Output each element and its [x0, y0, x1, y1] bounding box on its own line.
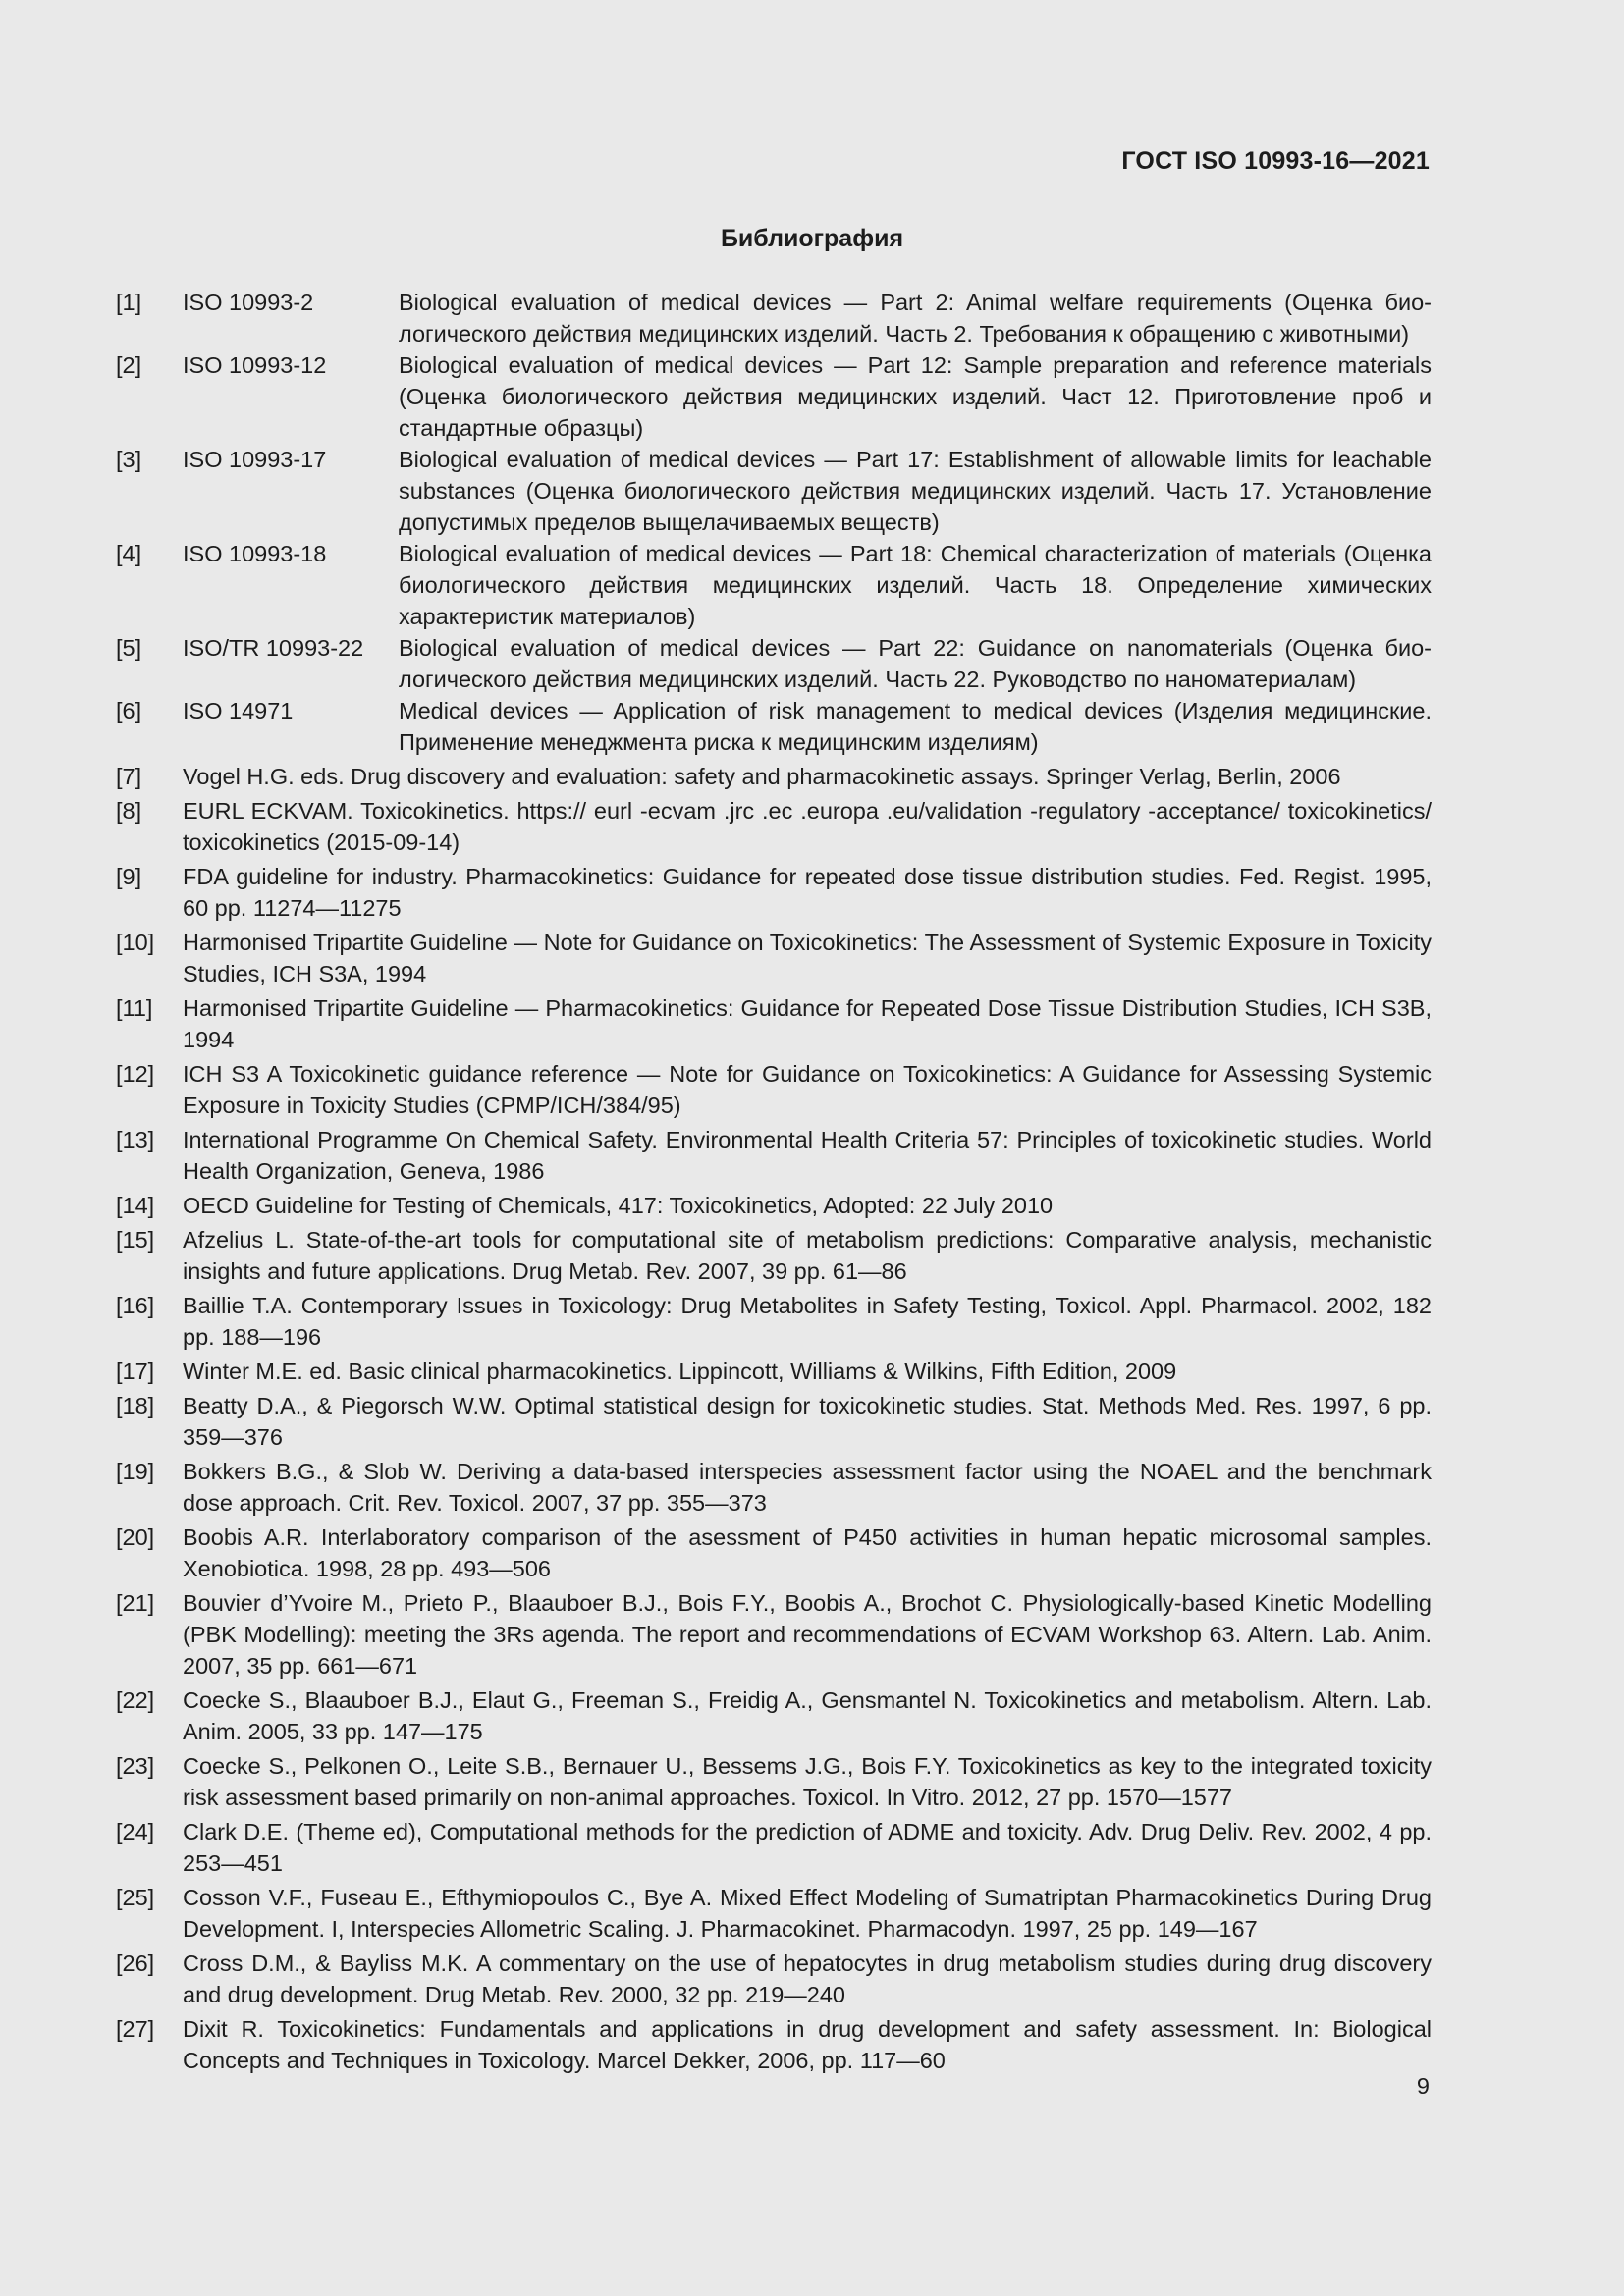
- entry-text: Dixit R. Toxicokinetics: Fundamentals and applications in drug development and safety assessment. In: Biological Concepts and Techniques in Toxicology. Marcel Dekker, 2006, pp. 117—60: [183, 2016, 1432, 2073]
- entry-number: [3]: [116, 447, 142, 472]
- reference-entry: [116, 1224, 1432, 1287]
- entry-number: [18]: [116, 1393, 155, 1418]
- document-header: ГОСТ ISO 10993-16—2021: [1121, 147, 1430, 175]
- entry-number: [10]: [116, 930, 155, 955]
- entry-number: [20]: [116, 1524, 155, 1550]
- entry-text: Winter M.E. ed. Basic clinical pharmacokinetics. Lippincott, Williams & Wilkins, Fifth Edition, 2009: [183, 1359, 1177, 1384]
- standard-entry: [116, 538, 1432, 632]
- entry-text: ICH S3 A Toxicokinetic guidance reference — Note for Guidance on Toxicokinetics: A Guidance for Assessing Systemic Exposure in Toxicity Studies (CPMP/ICH/384/95): [183, 1061, 1432, 1118]
- reference-entry: [116, 2013, 1432, 2076]
- entry-text: Medical devices — Application of risk management to medical devices (Изделия медицинские. Применение менеджмента риска к медицинским изделиям): [399, 698, 1432, 755]
- entry-text: Bouvier d’Yvoire M., Prieto P., Blaauboer B.J., Bois F.Y., Boobis A., Brochot C. Physiologically-based Kinetic Modelling (PBK Modelling): meeting the 3Rs agenda. The report and recommendations of ECVAM Workshop 63. Altern. Lab. Anim. 2007, 35 pp. 661—671: [183, 1590, 1432, 1679]
- standard-code: ISO 10993-17: [183, 447, 327, 472]
- entry-number: [26]: [116, 1950, 155, 1976]
- reference-entry: [116, 927, 1432, 989]
- entry-number: [23]: [116, 1753, 155, 1779]
- entry-text: OECD Guideline for Testing of Chemicals, 417: Toxicokinetics, Adopted: 22 July 2010: [183, 1193, 1054, 1218]
- entry-number: [1]: [116, 290, 142, 315]
- entry-text: Coecke S., Blaauboer B.J., Elaut G., Freeman S., Freidig A., Gensmantel N. Toxicokinetics and metabolism. Altern. Lab. Anim. 2005, 33 pp. 147—175: [183, 1687, 1432, 1744]
- standard-code: ISO 10993-18: [183, 541, 327, 566]
- entry-number: [14]: [116, 1193, 155, 1218]
- entry-number: [16]: [116, 1293, 155, 1318]
- entry-text: Boobis A.R. Interlaboratory comparison of the asessment of P450 activities in human hepatic microsomal samples. Xenobiotica. 1998, 28 pp. 493—506: [183, 1524, 1432, 1581]
- reference-entry: [116, 761, 1432, 792]
- standard-entry: [116, 349, 1432, 444]
- entry-number: [27]: [116, 2016, 155, 2042]
- entry-text: International Programme On Chemical Safety. Environmental Health Criteria 57: Principles of toxicokinetic studies. World Health Organization, Geneva, 1986: [183, 1127, 1432, 1184]
- bibliography-list: [116, 287, 1432, 2076]
- standard-entry: [116, 444, 1432, 538]
- entry-text: Cosson V.F., Fuseau E., Efthymiopoulos C., Bye A. Mixed Effect Modeling of Sumatriptan Pharmacokinetics During Drug Development. I, Interspecies Allometric Scaling. J. Pharmacokinet. Pharmacodyn. 1997, 25 pp. 149—167: [183, 1885, 1432, 1942]
- reference-entry: [116, 861, 1432, 924]
- page-title: Библиография: [720, 225, 904, 252]
- entry-number: [21]: [116, 1590, 155, 1616]
- entry-number: [9]: [116, 864, 142, 889]
- page-number: 9: [1416, 2073, 1430, 2099]
- reference-entry: [116, 1522, 1432, 1584]
- reference-entry: [116, 1587, 1432, 1682]
- entry-text: Clark D.E. (Theme ed), Computational methods for the prediction of ADME and toxicity. Adv. Drug Deliv. Rev. 2002, 4 pp. 253—451: [183, 1819, 1432, 1876]
- entry-text: FDA guideline for industry. Pharmacokinetics: Guidance for repeated dose tissue distribution studies. Fed. Regist. 1995, 60 pp. 11274—11275: [183, 864, 1432, 921]
- entry-number: [25]: [116, 1885, 155, 1910]
- entry-text: Biological evaluation of medical devices — Part 22: Guidance on nanomaterials (Оценка биологического действия медицинских изделий. Часть 22. Руководство по наноматериалам): [399, 635, 1432, 692]
- entry-text: Biological evaluation of medical devices — Part 17: Establishment of allowable limits for leachable substances (Оценка биологического действия медицинских изделий. Часть 17. Установление допустимых пределов выщелачиваемых веществ): [399, 447, 1432, 535]
- entry-text: EURL ECKVAM. Toxicokinetics. https:// eurl -ecvam .jrc .ec .europa .eu/validation -regulatory -acceptance/ toxicokinetics/ toxicokinetics (2015-09-14): [183, 798, 1432, 855]
- entry-number: [19]: [116, 1459, 155, 1484]
- entry-number: [5]: [116, 635, 142, 661]
- entry-number: [11]: [116, 995, 153, 1021]
- standard-code: ISO 10993-2: [183, 290, 314, 315]
- entry-text: Harmonised Tripartite Guideline — Note for Guidance on Toxicokinetics: The Assessment of Systemic Exposure in Toxicity Studies, ICH S3A, 1994: [183, 930, 1432, 987]
- entry-number: [17]: [116, 1359, 155, 1384]
- standard-entry: [116, 287, 1432, 349]
- entry-number: [2]: [116, 352, 142, 378]
- reference-entry: [116, 1750, 1432, 1813]
- reference-entry: [116, 1190, 1432, 1221]
- entry-number: [24]: [116, 1819, 155, 1844]
- standard-entry: [116, 632, 1432, 695]
- entry-number: [7]: [116, 764, 142, 789]
- standard-code: ISO/TR 10993-22: [183, 635, 364, 661]
- standard-entry: [116, 695, 1432, 758]
- reference-entry: [116, 1816, 1432, 1879]
- entry-text: Cross D.M., & Bayliss M.K. A commentary on the use of hepatocytes in drug metabolism studies during drug discovery and drug development. Drug Metab. Rev. 2000, 32 pp. 219—240: [183, 1950, 1432, 2007]
- entry-number: [22]: [116, 1687, 155, 1713]
- entry-number: [4]: [116, 541, 142, 566]
- reference-entry: [116, 1684, 1432, 1747]
- reference-entry: [116, 795, 1432, 858]
- reference-entry: [116, 1058, 1432, 1121]
- entry-text: Biological evaluation of medical devices — Part 2: Animal welfare requirements (Оценка биологического действия медицинских изделий. Часть 2. Требования к обращению с животными): [399, 290, 1432, 347]
- entry-text: Afzelius L. State-of-the-art tools for computational site of metabolism predictions: Comparative analysis, mechanistic insights and future applications. Drug Metab. Rev. 2007, 39 pp. 61—86: [183, 1227, 1432, 1284]
- entry-number: [15]: [116, 1227, 155, 1253]
- entry-text: Coecke S., Pelkonen O., Leite S.B., Bernauer U., Bessems J.G., Bois F.Y. Toxicokinetics as key to the integrated toxicity risk assessment based primarily on non-animal approaches. Toxicol. In Vitro. 2012, 27 pp. 1570—1577: [183, 1753, 1432, 1810]
- reference-entry: [116, 1882, 1432, 1945]
- entry-text: Biological evaluation of medical devices — Part 12: Sample preparation and reference materials (Оценка биологического действия медицинских изделий. Част 12. Приготовление проб и стандартные образцы): [399, 352, 1432, 441]
- reference-entry: [116, 1948, 1432, 2010]
- standard-code: ISO 14971: [183, 698, 294, 723]
- reference-entry: [116, 1456, 1432, 1519]
- reference-entry: [116, 1124, 1432, 1187]
- entry-text: Baillie T.A. Contemporary Issues in Toxicology: Drug Metabolites in Safety Testing, Toxicol. Appl. Pharmacol. 2002, 182 pp. 188—196: [183, 1293, 1432, 1350]
- entry-text: Vogel H.G. eds. Drug discovery and evaluation: safety and pharmacokinetic assays. Springer Verlag, Berlin, 2006: [183, 764, 1341, 789]
- reference-entry: [116, 1290, 1432, 1353]
- entry-number: [12]: [116, 1061, 155, 1087]
- entry-text: Bokkers B.G., & Slob W. Deriving a data-based interspecies assessment factor using the NOAEL and the benchmark dose approach. Crit. Rev. Toxicol. 2007, 37 pp. 355—373: [183, 1459, 1432, 1516]
- entry-number: [8]: [116, 798, 142, 824]
- reference-entry: [116, 992, 1432, 1055]
- entry-text: Beatty D.A., & Piegorsch W.W. Optimal statistical design for toxicokinetic studies. Stat. Methods Med. Res. 1997, 6 pp. 359—376: [183, 1393, 1432, 1450]
- entry-number: [13]: [116, 1127, 155, 1152]
- reference-entry: [116, 1356, 1432, 1387]
- entry-number: [6]: [116, 698, 142, 723]
- reference-entry: [116, 1390, 1432, 1453]
- entry-text: Biological evaluation of medical devices — Part 18: Chemical characterization of materials (Оценка биологического действия медицинских изделий. Часть 18. Определение химических характеристик материалов): [399, 541, 1432, 629]
- standard-code: ISO 10993-12: [183, 352, 327, 378]
- entry-text: Harmonised Tripartite Guideline — Pharmacokinetics: Guidance for Repeated Dose Tissue Distribution Studies, ICH S3B, 1994: [183, 995, 1432, 1052]
